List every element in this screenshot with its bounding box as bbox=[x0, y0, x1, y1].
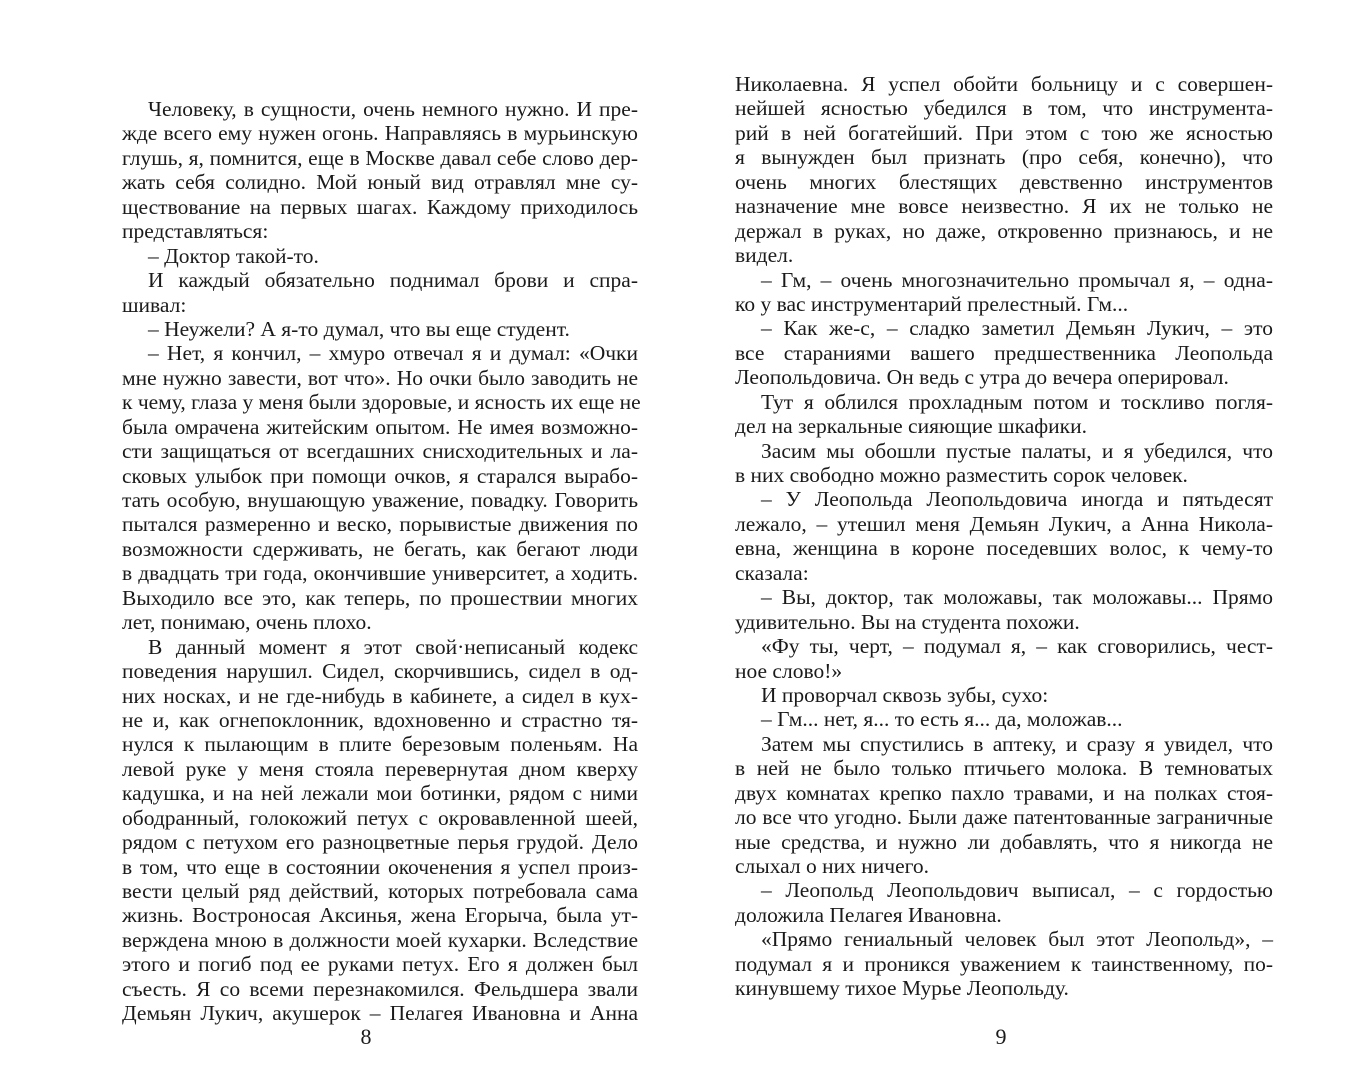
text-line: ные средства, и нужно ли добавлять, что я никогда не bbox=[735, 829, 1273, 854]
text-line: евна, женщина в короне поседевших волос, к чему-то bbox=[735, 536, 1273, 561]
text-line: Леопольдовича. Он ведь с утра до вечера оперировал. bbox=[735, 365, 1229, 390]
text-line: И проворчал сквозь зубы, сухо: bbox=[761, 682, 1049, 707]
text-line: – Нет, я кончил, – хмуро отвечал я и думал: «Очки bbox=[148, 341, 638, 366]
right-page-text bbox=[735, 72, 1273, 1001]
text-line: вести целый ряд действий, которых потребовала сама bbox=[122, 879, 638, 903]
text-line: Николаевна. Я успел обойти больницу и с совершен- bbox=[735, 72, 1273, 96]
text-line: «Фу ты, черт, – подумал я, – как сговорились, чест- bbox=[761, 634, 1273, 659]
text-line: – Как же-с, – сладко заметил Демьян Лукич, – это bbox=[761, 316, 1273, 341]
text-line: Засим мы обошли пустые палаты, и я убедился, что bbox=[761, 438, 1273, 463]
text-line: – У Леопольда Леопольдовича иногда и пятьдесят bbox=[761, 487, 1273, 512]
text-line: глушь, я, помнится, еще в Москве давал себе слово дер- bbox=[122, 145, 638, 170]
left-page bbox=[0, 0, 673, 1080]
text-line: Затем мы спустились в аптеку, и сразу я увидел, что bbox=[761, 731, 1273, 756]
text-line: нулся к пылающим в плите березовым поленьям. На bbox=[122, 732, 638, 757]
text-line: кадушка, и на ней лежали мои ботинки, рядом с ними bbox=[122, 781, 638, 806]
right-page bbox=[673, 0, 1347, 1080]
text-line: я вынужден был признать (про себя, конечно), что bbox=[735, 145, 1273, 170]
text-line: сти защищаться от всегдашних снисходительных и ла- bbox=[122, 439, 638, 464]
text-line: возможности сдерживать, не бегать, как бегают люди bbox=[122, 536, 638, 561]
text-line: верждена мною в должности моей кухарки. Вследствие bbox=[122, 927, 638, 952]
text-line: была омрачена житейским опытом. Не имея возможно- bbox=[122, 414, 638, 439]
text-line: Человеку, в сущности, очень немного нужно. И пре- bbox=[148, 97, 638, 121]
text-line: – Неужели? А я-то думал, что вы еще студент. bbox=[148, 316, 570, 341]
text-line: держал в руках, но даже, откровенно признаюсь, и не bbox=[735, 218, 1273, 243]
text-line: ободранный, голокожий петух с окровавленной шеей, bbox=[122, 805, 638, 830]
text-line: в них свободно можно разместить сорок человек. bbox=[735, 463, 1188, 487]
text-line: удивительно. Вы на студента похожи. bbox=[735, 609, 1080, 634]
text-line: лежало, – утешил меня Демьян Лукич, а Анна Никола- bbox=[735, 511, 1273, 536]
text-line: подумал я и проникся уважением к таинственному, по- bbox=[735, 951, 1273, 976]
text-line: дел на зеркальные сияющие шкафики. bbox=[735, 414, 1088, 439]
text-line: видел. bbox=[735, 243, 794, 268]
text-line: – Вы, доктор, так моложавы, так моложавы... Прямо bbox=[761, 585, 1273, 610]
text-line: не и, как огнепоклонник, вдохновенно и страстно тя- bbox=[122, 707, 638, 732]
text-line: кинувшему тихое Мурье Леопольду. bbox=[735, 976, 1069, 1001]
text-line: жизнь. Востроносая Аксинья, жена Егорыча, была ут- bbox=[122, 903, 638, 928]
text-line: съесть. Я со всеми перезнакомился. Фельдшера звали bbox=[122, 976, 638, 1001]
text-line: И каждый обязательно поднимал брови и спра- bbox=[148, 268, 638, 293]
text-line: к чему, глаза у меня были здоровые, и ясность их еще не bbox=[122, 390, 641, 415]
text-line: слыхал о них ничего. bbox=[735, 854, 930, 878]
text-line: все стараниями вашего предшественника Леопольда bbox=[735, 340, 1273, 365]
text-line: поведения нарушил. Сидел, скорчившись, сидел в од- bbox=[122, 659, 638, 684]
text-line: представляться: bbox=[122, 219, 269, 244]
text-line: Демьян Лукич, акушерок – Пелагея Ивановна и Анна bbox=[122, 1001, 638, 1026]
text-line: нейшей ясностью убедился в том, что инструмента- bbox=[735, 96, 1273, 121]
text-line: сказала: bbox=[735, 560, 809, 585]
text-line: – Леопольд Леопольдович выписал, – с гордостью bbox=[761, 878, 1273, 903]
text-line: рядом с петухом его разноцветные перья грудой. Дело bbox=[122, 830, 638, 855]
text-line: лет, понимаю, очень плохо. bbox=[122, 610, 372, 635]
text-line: Тут я облился прохладным потом и тоскливо погля- bbox=[761, 389, 1273, 414]
text-line: назначение мне вовсе неизвестно. Я их не только не bbox=[735, 194, 1273, 219]
text-line: ло все что угодно. Были даже патентованные заграничные bbox=[735, 805, 1273, 830]
text-line: рий в ней богатейший. При этом с тою же ясностью bbox=[735, 120, 1273, 145]
text-line: левой руке у меня стояла перевернутая дном кверху bbox=[122, 756, 638, 781]
text-line: – Гм, – очень многозначительно промычал я, – одна- bbox=[761, 267, 1273, 292]
text-line: Выходило все это, как теперь, по прошествии многих bbox=[122, 585, 638, 610]
text-line: жать себя солидно. Мой юный вид отравлял мне су- bbox=[122, 170, 638, 195]
text-line: в том, что еще в состоянии окоченения я успел произ- bbox=[122, 854, 638, 879]
text-line: в ней не было только птичьего молока. В темноватых bbox=[735, 756, 1273, 781]
text-line: этого и погиб под ее руками петух. Его я должен был bbox=[122, 952, 638, 977]
text-line: ное слово!» bbox=[735, 658, 843, 683]
text-line: – Гм... нет, я... то есть я... да, моложав... bbox=[761, 707, 1123, 732]
text-line: – Доктор такой-то. bbox=[148, 243, 319, 268]
text-line: «Прямо гениальный человек был этот Леопольд», – bbox=[761, 927, 1273, 952]
text-line: тать особую, внушающую уважение, повадку. Говорить bbox=[122, 488, 638, 512]
page-number-left: 8 bbox=[360, 1024, 372, 1049]
text-line: сковых улыбок при помощи очков, я старался вырабо- bbox=[122, 463, 638, 488]
text-line: очень многих блестящих девственно инструментов bbox=[735, 169, 1273, 194]
left-page-text bbox=[122, 97, 641, 1026]
text-line: пытался размеренно и веско, порывистые движения по bbox=[122, 512, 638, 537]
text-line: ществование на первых шагах. Каждому приходилось bbox=[122, 194, 638, 219]
text-line: двух комнатах крепко пахло травами, и на полках стоя- bbox=[735, 780, 1273, 805]
text-line: шивал: bbox=[122, 292, 187, 317]
page-number-right: 9 bbox=[995, 1024, 1007, 1049]
text-line: жде всего ему нужен огонь. Направляясь в мурьинскую bbox=[122, 121, 638, 146]
text-line: в двадцать три года, окончившие университет, а ходить. bbox=[122, 561, 638, 586]
text-line: ко у вас инструментарий прелестный. Гм... bbox=[735, 291, 1129, 316]
text-line: В данный момент я этот свой·неписаный кодекс bbox=[148, 634, 638, 659]
text-line: доложила Пелагея Ивановна. bbox=[735, 902, 1002, 927]
text-line: мне нужно завести, вот что». Но очки было заводить не bbox=[122, 365, 638, 390]
text-line: них носках, и не где-нибудь в кабинете, а сидел в кух- bbox=[122, 683, 638, 708]
